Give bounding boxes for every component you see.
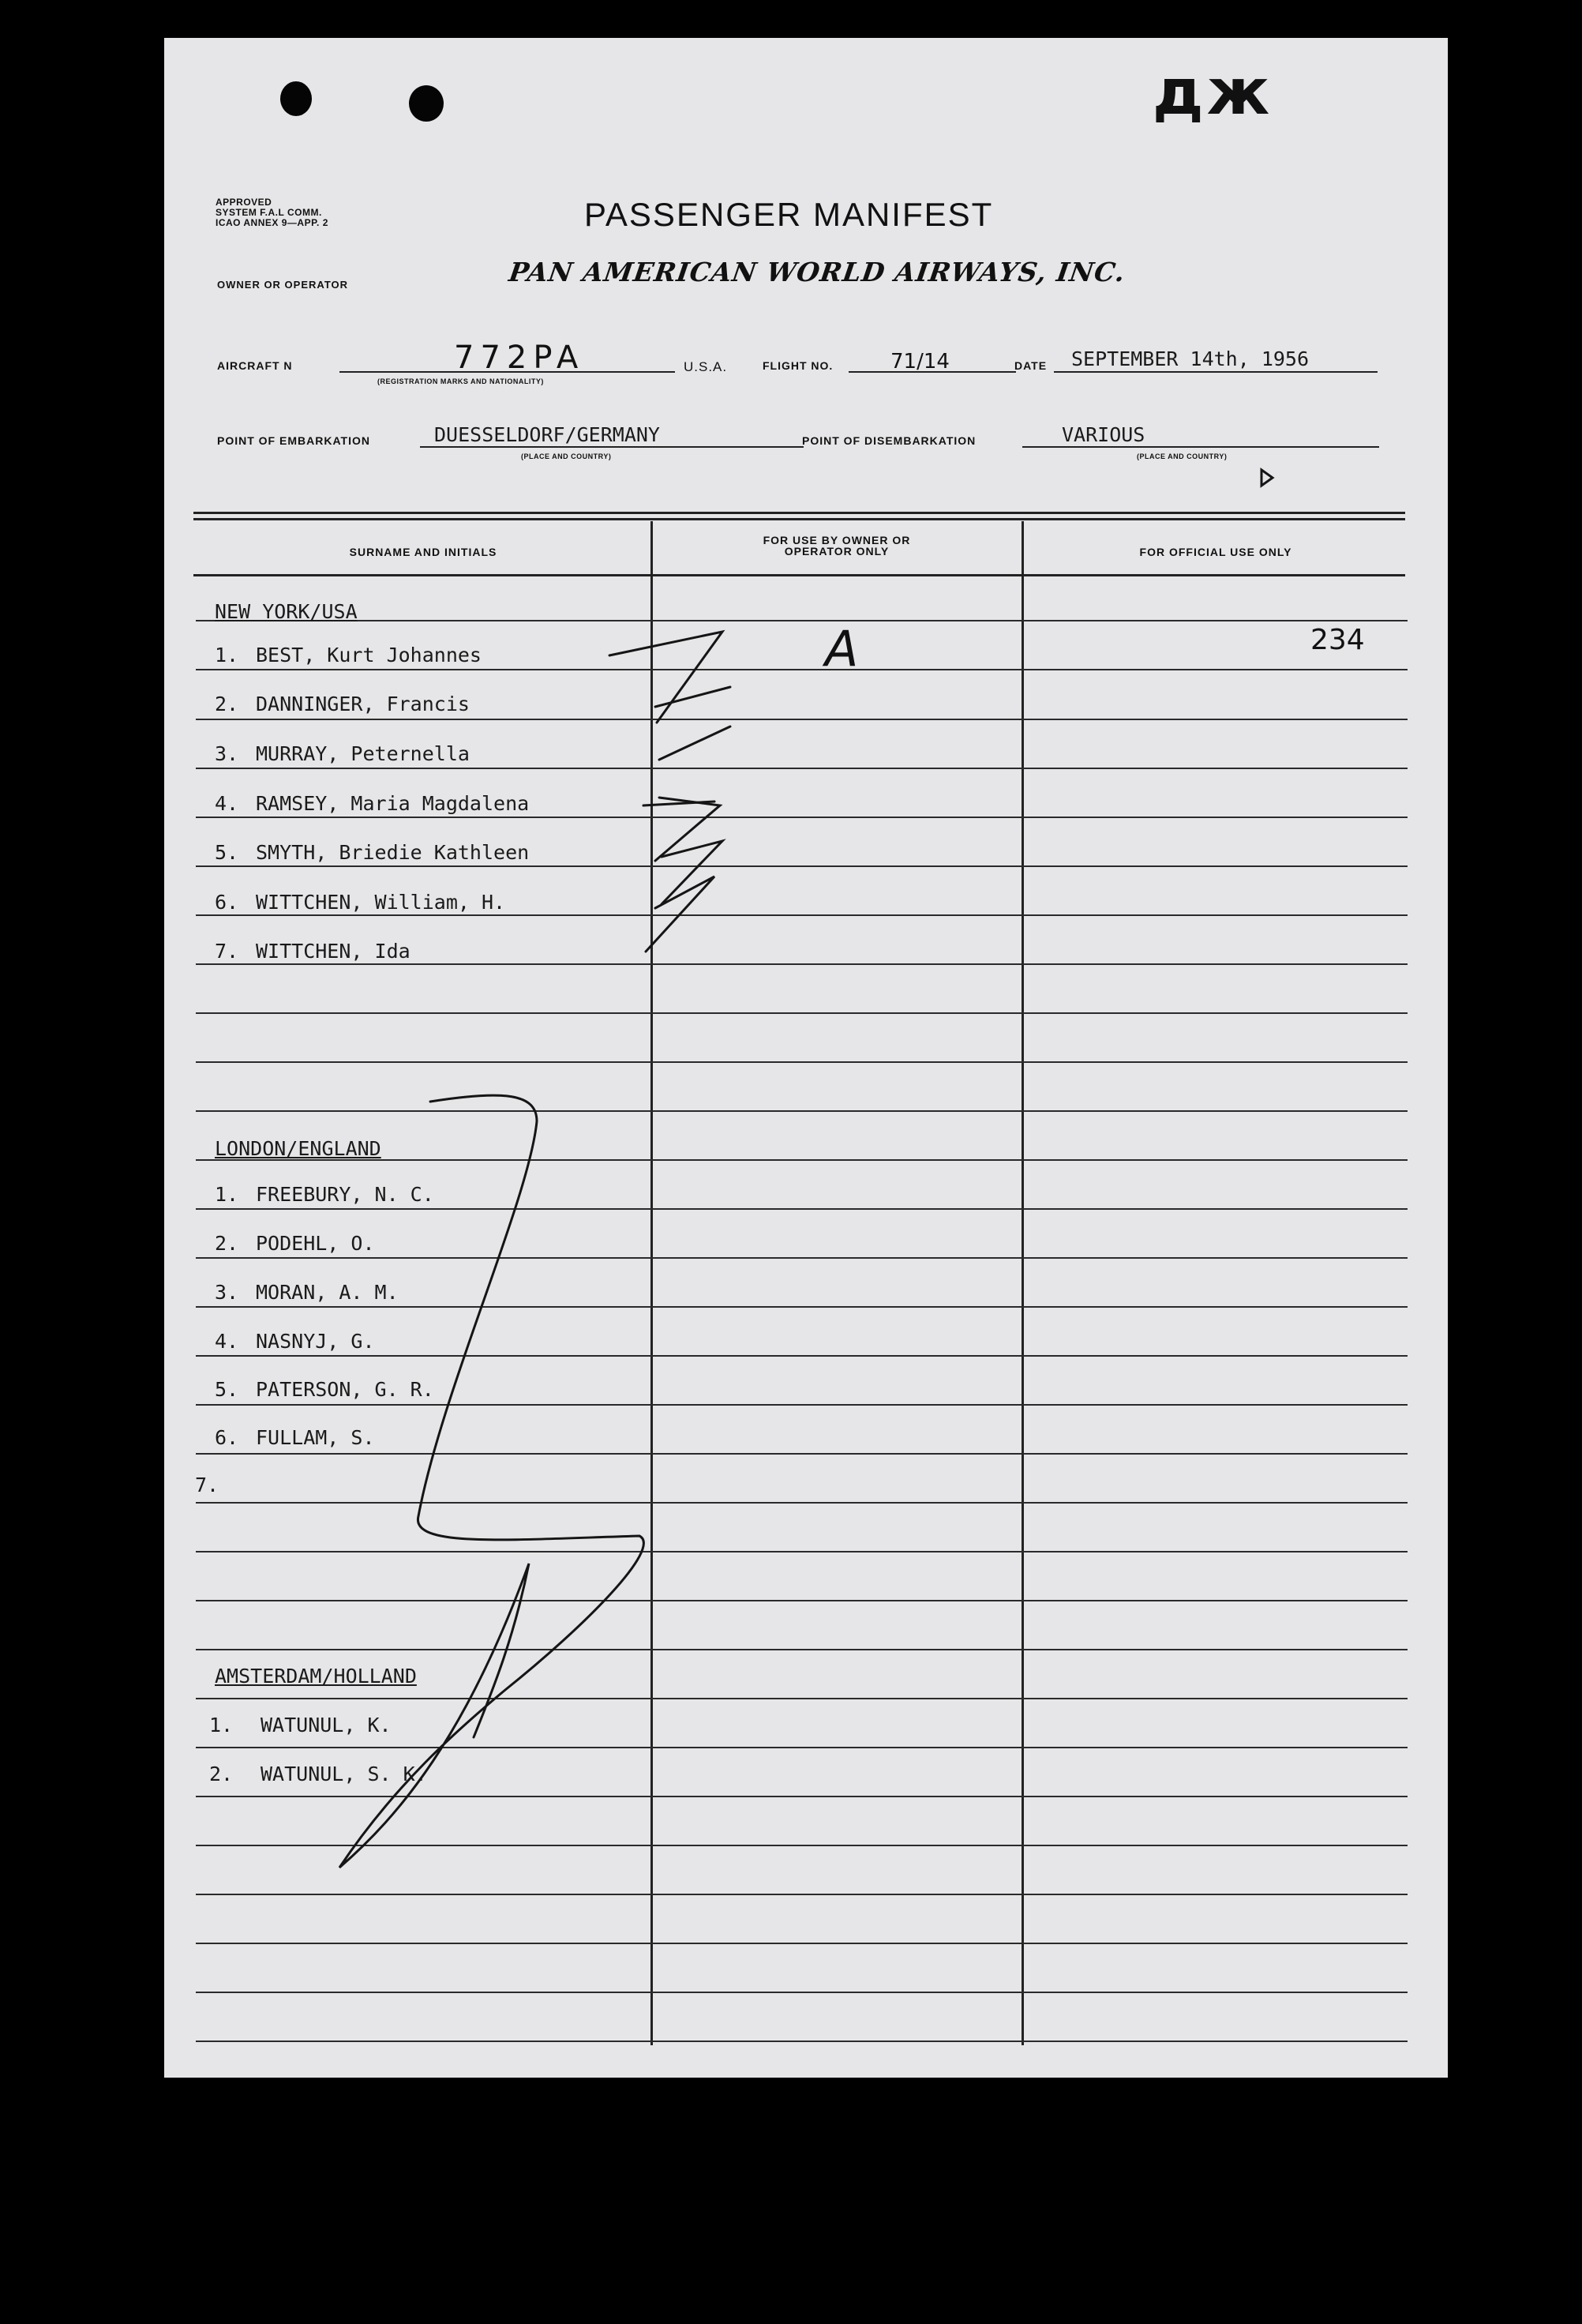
page-title: PASSENGER MANIFEST (584, 196, 994, 233)
passenger-name: WATUNUL, K. (261, 1714, 392, 1736)
date-label: DATE (1014, 359, 1048, 372)
registration-caption: (REGISTRATION MARKS AND NATIONALITY) (377, 377, 544, 385)
owner-value: PAN AMERICAN WORLD AIRWAYS, INC. (507, 257, 1128, 287)
passenger-name: DANNINGER, Francis (256, 693, 470, 715)
passenger-number: 3. (215, 1281, 239, 1304)
disembark-caption: (PLACE AND COUNTRY) (1137, 452, 1228, 460)
flight-label: FLIGHT NO. (763, 359, 834, 372)
group-heading-london: LONDON/ENGLAND (215, 1137, 381, 1160)
passenger-number: 7. (215, 940, 239, 963)
tick-mark (655, 687, 730, 707)
passenger-name: WITTCHEN, William, H. (256, 891, 506, 914)
passenger-number: 7. (195, 1474, 219, 1496)
embark-value: DUESSELDORF/GERMANY (434, 423, 660, 446)
passenger-name: NASNYJ, G. (256, 1330, 375, 1353)
approved-line-2: SYSTEM F.A.L COMM. (216, 207, 322, 218)
embark-caption: (PLACE AND COUNTRY) (521, 452, 612, 460)
passenger-number: 6. (215, 891, 239, 914)
passenger-name: MORAN, A. M. (256, 1281, 399, 1304)
passenger-name: MURRAY, Peternella (256, 742, 470, 765)
aircraft-value: 772PA (454, 340, 585, 376)
owner-column-mark: A (825, 620, 859, 678)
column-header-surname: SURNAME AND INITIALS (349, 546, 497, 558)
passenger-name: PATERSON, G. R. (256, 1378, 434, 1401)
owner-label: OWNER OR OPERATOR (217, 279, 349, 291)
tick-mark (655, 798, 720, 861)
group-heading-amsterdam: AMSTERDAM/HOLLAND (215, 1665, 417, 1688)
column-header-owner-use: FOR USE BY OWNER OR OPERATOR ONLY (763, 534, 911, 558)
tick-mark (662, 841, 722, 904)
passenger-number: 2. (209, 1763, 234, 1785)
passenger-name: FREEBURY, N. C. (256, 1183, 434, 1206)
flight-value: 71/14 (890, 350, 950, 374)
handwritten-arrow (1261, 470, 1273, 486)
aircraft-label: AIRCRAFT N (217, 359, 293, 372)
usa-label: U.S.A. (684, 359, 728, 374)
disembark-label: POINT OF DISEMBARKATION (802, 434, 977, 447)
passenger-name: WITTCHEN, Ida (256, 940, 410, 963)
date-value: SEPTEMBER 14th, 1956 (1071, 347, 1310, 370)
passenger-number: 1. (209, 1714, 234, 1736)
tick-mark (609, 632, 722, 723)
passenger-number: 6. (215, 1426, 239, 1449)
disembark-value: VARIOUS (1062, 423, 1145, 446)
passenger-name: PODEHL, O. (256, 1232, 375, 1255)
passenger-name: RAMSEY, Maria Magdalena (256, 792, 530, 815)
handwritten-corner-mark: дж (1153, 55, 1273, 129)
column-header-official-use: FOR OFFICIAL USE ONLY (1139, 546, 1292, 558)
passenger-number: 2. (215, 693, 239, 715)
group-heading-new-york: NEW YORK/USA (215, 600, 358, 623)
passenger-number: 5. (215, 1378, 239, 1401)
passenger-number: 1. (215, 644, 239, 666)
embark-label: POINT OF EMBARKATION (217, 434, 370, 447)
approved-line-1: APPROVED (216, 197, 272, 208)
passenger-number: 4. (215, 1330, 239, 1353)
approved-line-3: ICAO ANNEX 9—APP. 2 (216, 217, 328, 228)
passenger-number: 4. (215, 792, 239, 815)
passenger-name: FULLAM, S. (256, 1426, 375, 1449)
official-column-note: 234 (1310, 624, 1365, 656)
passenger-number: 3. (215, 742, 239, 765)
passenger-name: WATUNUL, S. K. (261, 1763, 427, 1785)
passenger-number: 5. (215, 841, 239, 864)
passenger-number: 1. (215, 1183, 239, 1206)
passenger-name: BEST, Kurt Johannes (256, 644, 482, 666)
line-cross-out (339, 1095, 643, 1868)
tick-mark (646, 877, 714, 952)
passenger-name: SMYTH, Briedie Kathleen (256, 841, 530, 864)
passenger-number: 2. (215, 1232, 239, 1255)
tick-mark (659, 726, 730, 760)
